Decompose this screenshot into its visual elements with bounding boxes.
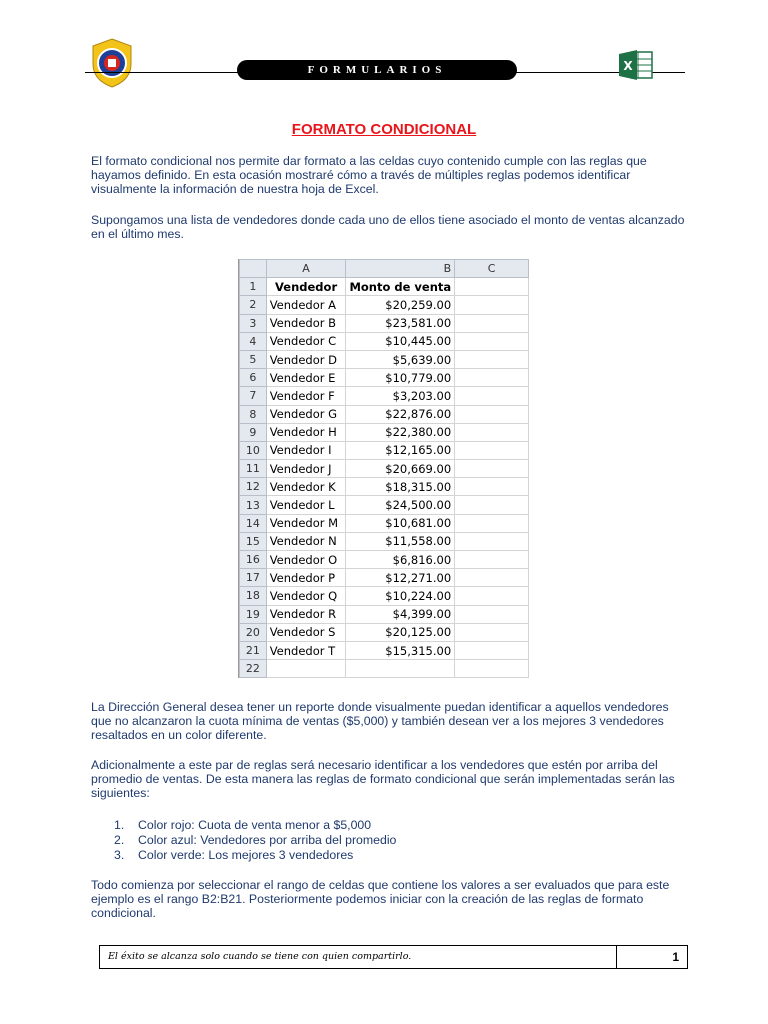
row-header[interactable]: 15 xyxy=(240,532,267,550)
row-header[interactable]: 8 xyxy=(240,405,267,423)
svg-text:X: X xyxy=(623,59,633,73)
cell-a[interactable]: Vendedor Q xyxy=(266,587,346,605)
table-row xyxy=(240,496,529,514)
table-row xyxy=(240,514,529,532)
cell-c[interactable] xyxy=(455,623,529,641)
list-item xyxy=(114,833,396,848)
row-header[interactable]: 19 xyxy=(240,605,267,623)
cell-c[interactable] xyxy=(455,405,529,423)
row-header[interactable]: 22 xyxy=(240,660,267,678)
table-row xyxy=(240,641,529,659)
table-row xyxy=(240,296,529,314)
rules-intro-paragraph: Adicionalmente a este par de reglas será necesario identificar a los vendedores que estén por arriba del promedio de ventas. De esta manera las reglas de formato condicional que serán implementadas serán las siguientes: xyxy=(91,758,675,800)
cell-b[interactable]: $15,315.00 xyxy=(346,641,455,659)
table-row xyxy=(240,423,529,441)
cell-a[interactable]: Vendedor B xyxy=(266,314,346,332)
table-row xyxy=(240,460,529,478)
cell-b[interactable]: $12,165.00 xyxy=(346,441,455,459)
cell-a[interactable]: Vendedor T xyxy=(266,641,346,659)
row-header[interactable]: 14 xyxy=(240,514,267,532)
cell-b[interactable]: $20,669.00 xyxy=(346,460,455,478)
row-header[interactable]: 4 xyxy=(240,332,267,350)
cell-a[interactable]: Vendedor C xyxy=(266,332,346,350)
cell-c[interactable] xyxy=(455,660,529,678)
cell-c[interactable] xyxy=(455,278,529,296)
sales-table xyxy=(239,259,529,678)
cell-c[interactable] xyxy=(455,514,529,532)
list-number: 1. xyxy=(114,818,125,832)
row-header[interactable]: 7 xyxy=(240,387,267,405)
cell-b[interactable]: $20,259.00 xyxy=(346,296,455,314)
cell-c[interactable] xyxy=(455,478,529,496)
list-item xyxy=(114,848,396,863)
table-row xyxy=(240,623,529,641)
list-item xyxy=(114,818,396,833)
row-header[interactable]: 17 xyxy=(240,569,267,587)
select-all-corner[interactable] xyxy=(240,260,267,278)
cell-b[interactable]: $6,816.00 xyxy=(346,551,455,569)
cell-b[interactable]: $20,125.00 xyxy=(346,623,455,641)
assumption-paragraph: Supongamos una lista de vendedores donde cada uno de ellos tiene asociado el monto de ventas alcanzado en el último mes. xyxy=(91,213,685,241)
cell-b[interactable]: $10,681.00 xyxy=(346,514,455,532)
row-header[interactable]: 11 xyxy=(240,460,267,478)
cell-c[interactable] xyxy=(455,551,529,569)
column-header-b[interactable]: B xyxy=(346,260,455,278)
page-title: FORMATO CONDICIONAL xyxy=(291,121,477,138)
rules-list xyxy=(114,818,396,863)
table-row xyxy=(240,369,529,387)
cell-b[interactable]: $22,876.00 xyxy=(346,405,455,423)
cell-c[interactable] xyxy=(455,605,529,623)
table-row xyxy=(240,551,529,569)
table-row xyxy=(240,350,529,368)
cell-c[interactable] xyxy=(455,460,529,478)
list-number: 3. xyxy=(114,848,125,862)
cell-c[interactable] xyxy=(455,369,529,387)
table-row xyxy=(240,278,529,296)
row-header[interactable]: 12 xyxy=(240,478,267,496)
cell-c[interactable] xyxy=(455,441,529,459)
table-row xyxy=(240,587,529,605)
column-header-c[interactable]: C xyxy=(455,260,529,278)
cell-c[interactable] xyxy=(455,587,529,605)
cell-b[interactable]: $5,639.00 xyxy=(346,350,455,368)
row-header[interactable]: 21 xyxy=(240,641,267,659)
cell-c[interactable] xyxy=(455,332,529,350)
row-header[interactable]: 10 xyxy=(240,441,267,459)
footer-quote: El éxito se alcanza solo cuando se tiene con quien compartirlo. xyxy=(100,946,617,968)
closing-paragraph: Todo comienza por seleccionar el rango de celdas que contiene los valores a ser evaluados que para este ejemplo es el rango B2:B21. Posteriormente podemos iniciar con la creación de las reglas de formato condicional. xyxy=(91,878,670,920)
row-header[interactable]: 6 xyxy=(240,369,267,387)
cell-c[interactable] xyxy=(455,423,529,441)
cell-b[interactable]: $10,445.00 xyxy=(346,332,455,350)
cell-a[interactable]: Vendedor F xyxy=(266,387,346,405)
cell-b[interactable] xyxy=(346,660,455,678)
row-header[interactable]: 16 xyxy=(240,551,267,569)
cell-a[interactable]: Vendedor S xyxy=(266,623,346,641)
cell-b[interactable]: $10,779.00 xyxy=(346,369,455,387)
excel-icon xyxy=(618,49,654,81)
cell-a[interactable]: Vendedor G xyxy=(266,405,346,423)
row-header[interactable]: 2 xyxy=(240,296,267,314)
spreadsheet xyxy=(238,259,529,678)
cell-b[interactable]: $10,224.00 xyxy=(346,587,455,605)
school-crest-icon xyxy=(90,38,134,88)
cell-b[interactable]: $4,399.00 xyxy=(346,605,455,623)
cell-a[interactable]: Vendedor E xyxy=(266,369,346,387)
cell-a[interactable]: Vendedor K xyxy=(266,478,346,496)
cell-b[interactable]: $24,500.00 xyxy=(346,496,455,514)
table-row xyxy=(240,441,529,459)
table-row xyxy=(240,605,529,623)
page-number: 1 xyxy=(672,950,679,964)
cell-a[interactable]: Vendedor P xyxy=(266,569,346,587)
page-footer xyxy=(99,945,688,969)
cell-a[interactable]: Vendedor L xyxy=(266,496,346,514)
cell-b[interactable]: $3,203.00 xyxy=(346,387,455,405)
cell-a[interactable]: Vendedor R xyxy=(266,605,346,623)
cell-c[interactable] xyxy=(455,296,529,314)
cell-c[interactable] xyxy=(455,532,529,550)
cell-a[interactable]: Vendedor M xyxy=(266,514,346,532)
cell-a[interactable]: Vendedor A xyxy=(266,296,346,314)
cell-c[interactable] xyxy=(455,387,529,405)
row-header[interactable]: 13 xyxy=(240,496,267,514)
intro-paragraph: El formato condicional nos permite dar formato a las celdas cuyo contenido cumple con las reglas que hayamos definido. En esta ocasión mostraré cómo a través de múltiples reglas podemos identificar visualmente la información de nuestra hoja de Excel. xyxy=(91,154,647,196)
cell-b[interactable]: $22,380.00 xyxy=(346,423,455,441)
cell-a[interactable]: Vendedor O xyxy=(266,551,346,569)
cell-b[interactable]: $11,558.00 xyxy=(346,532,455,550)
list-text: Color rojo: Cuota de venta menor a $5,000 xyxy=(138,818,372,832)
table-row xyxy=(240,387,529,405)
cell-a[interactable]: Vendedor J xyxy=(266,460,346,478)
cell-a[interactable]: Vendedor I xyxy=(266,441,346,459)
row-header[interactable]: 5 xyxy=(240,350,267,368)
list-text: Color azul: Vendedores por arriba del promedio xyxy=(138,833,397,847)
column-header-row xyxy=(240,260,529,278)
cell-c[interactable] xyxy=(455,350,529,368)
cell-b[interactable]: Monto de venta xyxy=(346,278,455,296)
table-row xyxy=(240,532,529,550)
table-row xyxy=(240,314,529,332)
list-number: 2. xyxy=(114,833,125,847)
requirement-paragraph: La Dirección General desea tener un reporte donde visualmente puedan identificar a aquellos vendedores que no alcanzaron la cuota mínima de ventas ($5,000) y también desean ver a los mejores 3 vendedores resaltados en un color diferente. xyxy=(91,700,669,742)
cell-a[interactable]: Vendedor N xyxy=(266,532,346,550)
row-header[interactable]: 9 xyxy=(240,423,267,441)
cell-a[interactable]: Vendedor H xyxy=(266,423,346,441)
table-row xyxy=(240,405,529,423)
row-header[interactable]: 18 xyxy=(240,587,267,605)
cell-b[interactable]: $18,315.00 xyxy=(346,478,455,496)
column-header-a[interactable]: A xyxy=(266,260,346,278)
row-header[interactable]: 3 xyxy=(240,314,267,332)
list-text: Color verde: Los mejores 3 vendedores xyxy=(138,848,354,862)
cell-c[interactable] xyxy=(455,314,529,332)
row-header[interactable]: 1 xyxy=(240,278,267,296)
cell-c[interactable] xyxy=(455,496,529,514)
cell-a[interactable]: Vendedor xyxy=(266,278,346,296)
cell-c[interactable] xyxy=(455,569,529,587)
header-banner: FORMULARIOS xyxy=(237,60,517,80)
row-header[interactable]: 20 xyxy=(240,623,267,641)
table-row xyxy=(240,660,529,678)
cell-a[interactable]: Vendedor D xyxy=(266,350,346,368)
table-row xyxy=(240,569,529,587)
table-row xyxy=(240,478,529,496)
table-row xyxy=(240,332,529,350)
cell-b[interactable]: $23,581.00 xyxy=(346,314,455,332)
cell-b[interactable]: $12,271.00 xyxy=(346,569,455,587)
cell-a[interactable] xyxy=(266,660,346,678)
cell-c[interactable] xyxy=(455,641,529,659)
